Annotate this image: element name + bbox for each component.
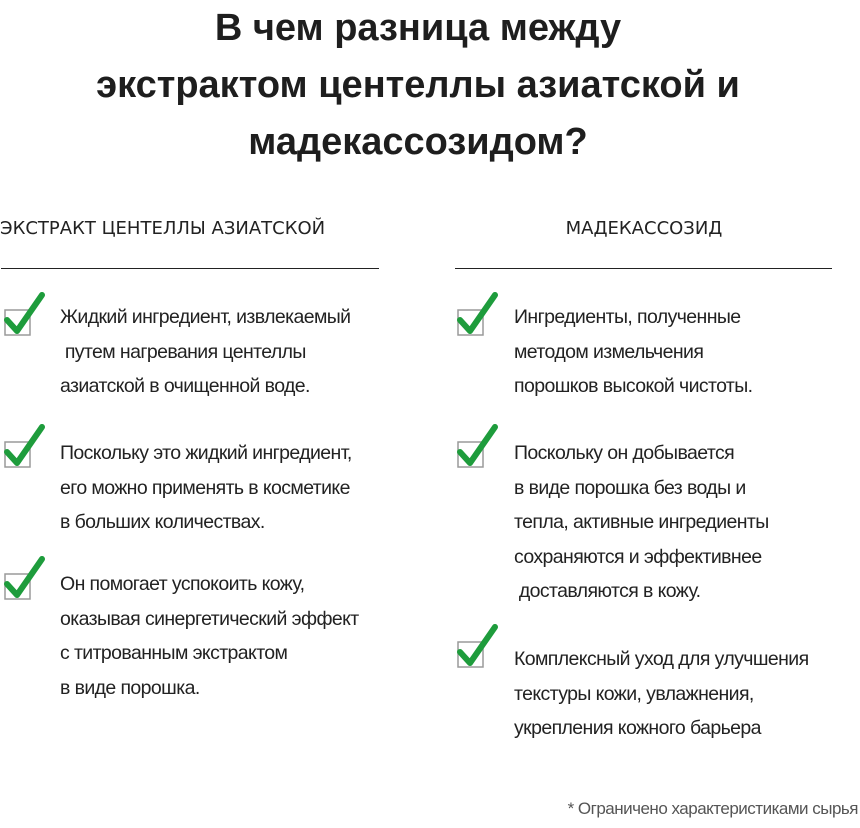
right-header-divider bbox=[455, 268, 832, 269]
list-item bbox=[514, 642, 809, 746]
item-line: порошков высокой чистоты. bbox=[514, 375, 753, 397]
item-line: Ингредиенты, полученные bbox=[514, 306, 741, 328]
item-line: Он помогает успокоить кожу, bbox=[60, 573, 305, 595]
title-line: В чем разница между bbox=[214, 7, 622, 49]
item-line: в виде порошка. bbox=[60, 676, 200, 699]
item-line: с титрованным экстрактом bbox=[60, 642, 288, 664]
checkbox-checked-icon bbox=[2, 292, 46, 340]
checkbox-checked-icon bbox=[455, 424, 499, 472]
item-line: азиатской в очищенной воде. bbox=[60, 375, 310, 397]
item-line: в больших количествах. bbox=[60, 511, 265, 533]
list-item bbox=[60, 436, 352, 540]
item-line: Комплексный уход для улучшения bbox=[514, 648, 809, 670]
item-line: Жидкий ингредиент, извлекаемый bbox=[60, 306, 351, 328]
checkbox-checked-icon bbox=[2, 556, 46, 604]
left-header-divider bbox=[1, 268, 379, 269]
item-line: укрепления кожного барьера bbox=[514, 717, 761, 739]
item-line: доставляются в кожу. bbox=[514, 580, 701, 602]
item-line: в виде порошка без воды и bbox=[514, 476, 746, 499]
checkbox-checked-icon bbox=[455, 624, 499, 672]
footnote: * Ограничено характеристиками сырья bbox=[567, 799, 858, 818]
item-line: текстуры кожи, увлажнения, bbox=[514, 682, 754, 705]
list-item bbox=[514, 300, 753, 404]
item-line: путем нагревания центеллы bbox=[60, 340, 306, 363]
item-line: сохраняются и эффективнее bbox=[514, 545, 762, 568]
right-column-header: МАДЕКАССОЗИД bbox=[565, 218, 723, 239]
item-line: Поскольку он добывается bbox=[514, 442, 735, 464]
left-column-header: ЭКСТРАКТ ЦЕНТЕЛЛЫ АЗИАТСКОЙ bbox=[0, 218, 326, 239]
item-line: тепла, активные ингредиенты bbox=[514, 511, 769, 533]
list-item bbox=[514, 436, 769, 609]
list-item bbox=[60, 567, 359, 705]
checkbox-checked-icon bbox=[2, 424, 46, 472]
checkbox-checked-icon bbox=[455, 292, 499, 340]
item-line: оказывая синергетический эффект bbox=[60, 607, 359, 630]
title-line: мадекассозидом? bbox=[248, 121, 588, 163]
title-line: экстрактом центеллы азиатской и bbox=[96, 64, 740, 106]
item-line: его можно применять в косметике bbox=[60, 476, 350, 499]
item-line: Поскольку это жидкий ингредиент, bbox=[60, 442, 352, 464]
list-item bbox=[60, 300, 350, 404]
page-title bbox=[0, 0, 836, 171]
item-line: методом измельчения bbox=[514, 340, 704, 363]
